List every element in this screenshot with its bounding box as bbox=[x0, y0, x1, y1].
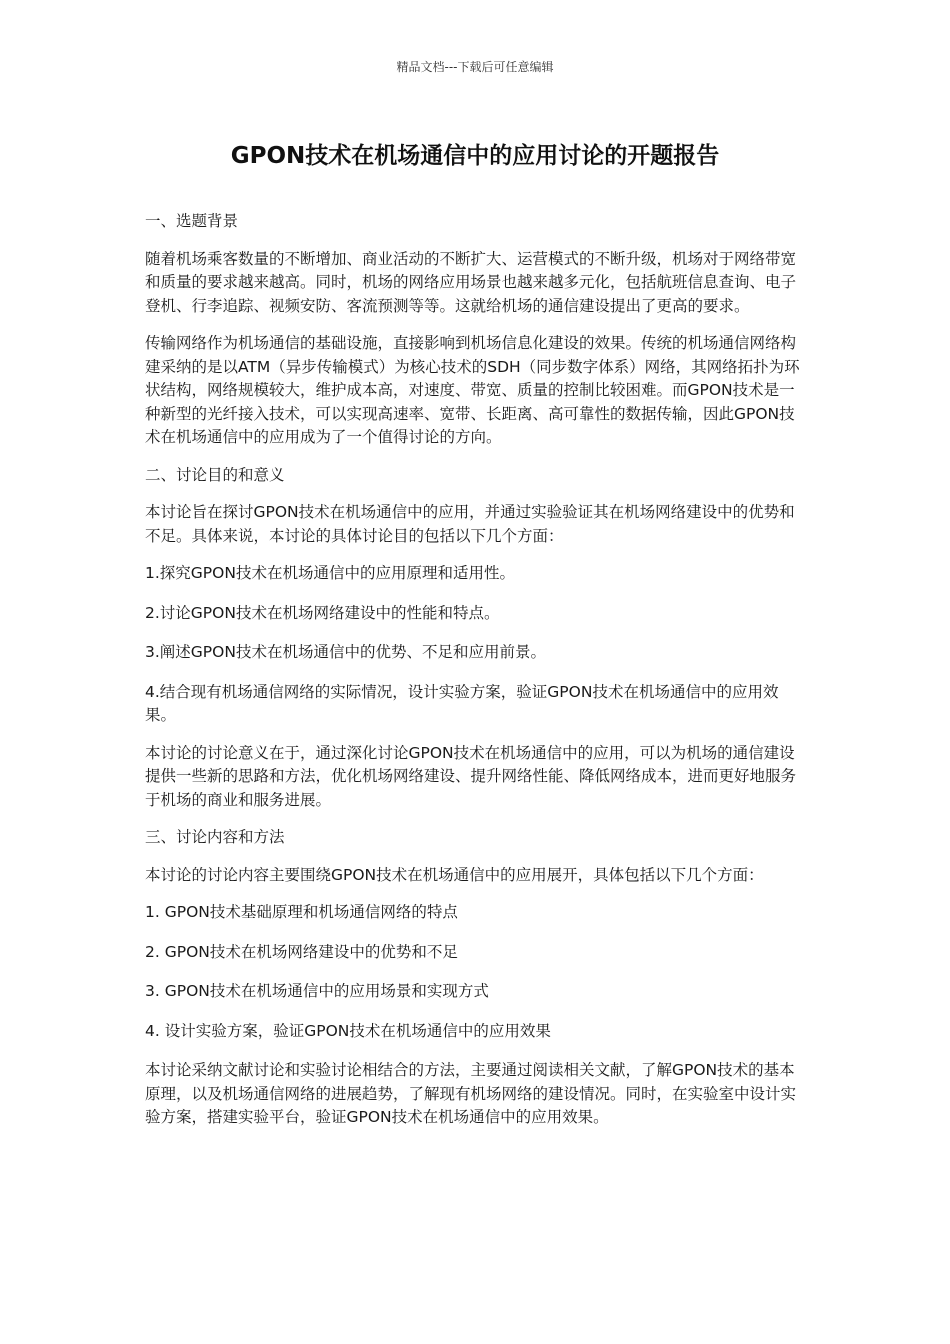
section-heading-purpose: 二、讨论目的和意义 bbox=[145, 465, 285, 484]
list-item-content-1: 1. GPON技术基础原理和机场通信网络的特点 bbox=[145, 903, 458, 921]
list-item-purpose-2: 2.讨论GPON技术在机场网络建设中的性能和特点。 bbox=[145, 603, 500, 622]
list-item-content-3: 3. GPON技术在机场通信中的应用场景和实现方式 bbox=[145, 982, 489, 1000]
list-item-content-2: 2. GPON技术在机场网络建设中的优势和不足 bbox=[145, 942, 458, 961]
paragraph-background-2: 传输网络作为机场通信的基础设施，直接影响到机场信息化建设的效果。传统的机场通信网络构建采纳的是以ATM（异步传输模式）为核心技术的SDH（同步数字体系）网络，其网络拓扑为环状结构，网络规模较大，维护成本高，对速度、带宽、质量的控制比较困难。而GPON技术是一种新型的光纤接入技术，可以实现高速率、宽带、长距离、高可靠性的数据传输，因此GPON技术在机场通信中的应用成为了一个值得讨论的方向。 bbox=[145, 334, 800, 446]
list-item-purpose-1: 1.探究GPON技术在机场通信中的应用原理和适用性。 bbox=[145, 564, 515, 582]
list-item-purpose-3: 3.阐述GPON技术在机场通信中的优势、不足和应用前景。 bbox=[145, 643, 546, 661]
paragraph-method: 本讨论采纳文献讨论和实验讨论相结合的方法，主要通过阅读相关文献，了解GPON技术的基本原理，以及机场通信网络的进展趋势，了解现有机场网络的建设情况。同时，在实验室中设计实验方案，搭建实验平台，验证GPON技术在机场通信中的应用效果。 bbox=[145, 1061, 797, 1126]
paragraph-background-1: 随着机场乘客数量的不断增加、商业活动的不断扩大、运营模式的不断升级，机场对于网络带宽和质量的要求越来越高。同时，机场的网络应用场景也越来越多元化，包括航班信息查询、电子登机、行李追踪、视频安防、客流预测等等。这就给机场的通信建设提出了更高的要求。 bbox=[145, 249, 797, 315]
section-heading-content-method: 三、讨论内容和方法 bbox=[145, 828, 285, 846]
document-body bbox=[145, 210, 805, 1144]
list-item-purpose-4: 4.结合现有机场通信网络的实际情况，设计实验方案，验证GPON技术在机场通信中的应用效果。 bbox=[145, 682, 779, 724]
paragraph-content-intro: 本讨论的讨论内容主要围绕GPON技术在机场通信中的应用展开，具体包括以下几个方面： bbox=[145, 865, 764, 884]
section-heading-background: 一、选题背景 bbox=[145, 212, 239, 230]
document-title: GPON技术在机场通信中的应用讨论的开题报告 bbox=[230, 143, 720, 169]
paragraph-purpose-intro: 本讨论旨在探讨GPON技术在机场通信中的应用，并通过实验验证其在机场网络建设中的优势和不足。具体来说，本讨论的具体讨论目的包括以下几个方面： bbox=[145, 503, 795, 545]
paragraph-significance: 本讨论的讨论意义在于，通过深化讨论GPON技术在机场通信中的应用，可以为机场的通信建设提供一些新的思路和方法，优化机场网络建设、提升网络性能、降低网络成本，进而更好地服务于机场的商业和服务进展。 bbox=[145, 743, 797, 809]
list-item-content-4: 4. 设计实验方案，验证GPON技术在机场通信中的应用效果 bbox=[145, 1021, 551, 1040]
page-header-note: 精品文档---下载后可任意编辑 bbox=[396, 60, 554, 74]
